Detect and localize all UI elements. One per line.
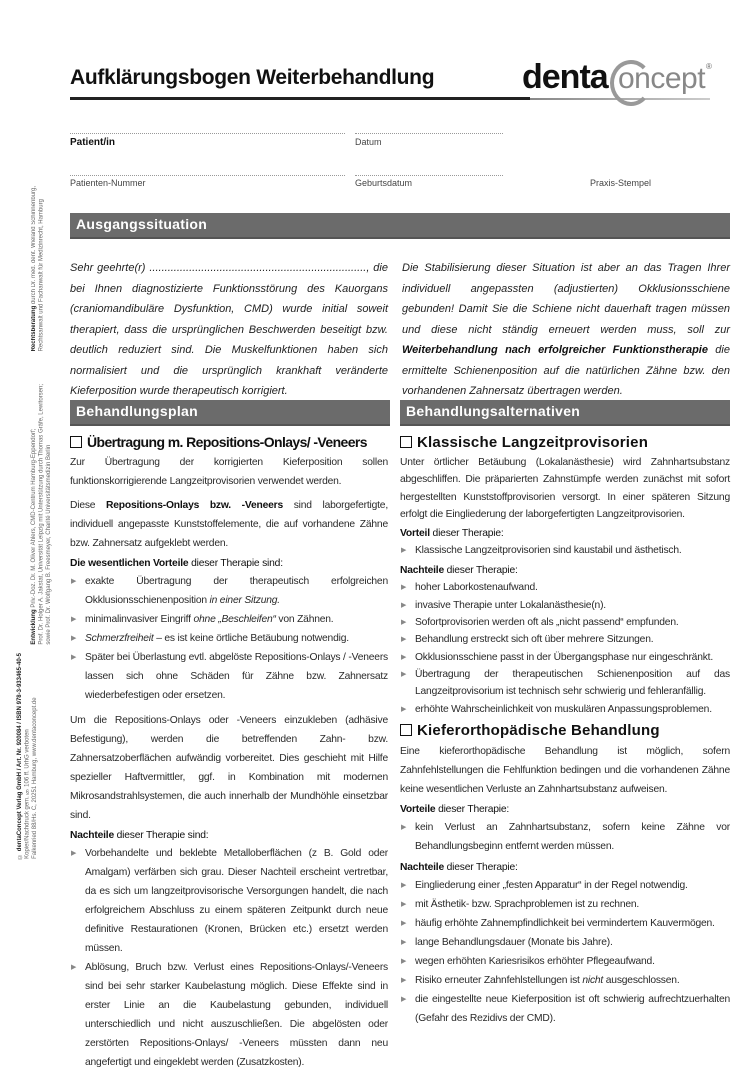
text-segment: Die Stabilisierung dieser Situation ist aber an das Tragen Ihrer individuell angepassten (adjustierten) Okklusionsschiene gebunden! Damit Sie die Schiene nicht dauerhaft tragen müssen und diese nicht ständig erneuert werden muss, soll zur: [402, 262, 730, 336]
list-item: [70, 572, 388, 610]
plan-disadvantages-label: [70, 830, 388, 841]
text-segment: Priv.-Doz. Dr. M. Oliver Ahlers, CMD-Centrum Hamburg-Eppendorf;: [31, 428, 37, 610]
text-segment: die eingestellte neue Kieferposition ist oft schwierig aufrechtzuerhalten (Gefahr des Rezidivs der CMD).: [415, 994, 730, 1024]
text-segment: Falkenried 88/Hs. C, 20251 Hamburg, www.dentaconcept.de: [32, 697, 38, 859]
sidebar-line: [25, 653, 33, 859]
section-header-plan: Behandlungsplan: [70, 400, 390, 426]
sidebar-line: [32, 653, 40, 859]
text-segment: dieser Therapie:: [443, 565, 518, 577]
text-segment: dieser Therapie:: [443, 862, 518, 873]
list-item: [400, 876, 730, 895]
dentaconcept-logo: [522, 56, 722, 102]
text-segment: exakte Übertragung der therapeutisch erfolgreichen Okklusionsschienenposition: [85, 576, 388, 606]
ortho-intro: [400, 742, 730, 799]
text-segment: Rechtsberatung: [31, 305, 37, 352]
plan-intro: [70, 453, 388, 491]
text-segment: Ablösung, Bruch bzw. Verlust eines Repositions-Onlays/-Veneers sind bei sehr starker Kaubelastung möglich. Diese Effekte sind in erster Linie an die Kaubelastung gebunden, individuell unterschiedlich und nicht auszuschließen. Die abgelösten oder zerstörten Repositions-Onlays/ -Veneers müssten dann neu angefertigt und eingeklebt werden (Zusatzkosten).: [85, 962, 388, 1068]
text-segment: Klassische Langzeitprovisorien sind kaustabil und ästhetisch.: [415, 545, 682, 557]
list-item: [400, 990, 730, 1028]
datum-field[interactable]: [355, 133, 503, 134]
text-segment: Rechtsanwalt und Fachanwalt für Medizinrecht, Hamburg: [38, 199, 45, 352]
list-item: [400, 818, 730, 856]
list-item: [400, 701, 730, 718]
ortho-advantages-label: [400, 804, 730, 815]
birthdate-field[interactable]: [355, 175, 503, 176]
text-segment: Vorteile: [400, 804, 436, 815]
page-title: Aufklärungsbogen Weiterbehandlung: [70, 66, 435, 89]
text-segment: Übertragung der therapeutischen Schienenposition auf das Langzeitprovisorium ist technisch sehr schwierig und fehleranfällig.: [415, 668, 730, 698]
sidebar-line: [31, 186, 39, 351]
sidebar-line: [39, 384, 47, 645]
text-segment: Sofortprovisorien werden oft als „nicht passend“ empfunden.: [415, 617, 679, 629]
section-header-situation: Ausgangssituation: [70, 213, 730, 239]
text-segment: ausgeschlossen.: [603, 975, 680, 986]
text-segment: in einer Sitzung.: [209, 595, 280, 606]
text-segment: dieser Therapie:: [435, 804, 510, 815]
ortho-column: [400, 722, 730, 1034]
patient-label: Patient/in: [70, 137, 116, 148]
text-segment: Entwicklung: [31, 609, 37, 645]
text-segment: hoher Laborkostenaufwand.: [415, 582, 538, 594]
classic-intro: [400, 454, 730, 523]
ortho-heading-text: Kieferorthopädische Behandlung: [417, 722, 660, 739]
text-segment: Vorteil: [400, 528, 430, 540]
list-item: [400, 971, 730, 990]
list-item: [400, 649, 730, 666]
classic-advantages-list: [400, 542, 730, 559]
text-segment: häufig erhöhte Zahnempfindlichkeit bei vermindertem Kauvermögen.: [415, 918, 715, 929]
list-item: [400, 914, 730, 933]
sidebar-line: [39, 186, 47, 351]
text-segment: Schmerzfreiheit: [85, 633, 154, 644]
plan-procedure: [70, 711, 388, 825]
list-item: [400, 597, 730, 614]
plan-column: [70, 434, 388, 1078]
text-segment: invasive Therapie unter Lokalanästhesie(n).: [415, 599, 606, 611]
text-segment: Risiko erneuter Zahnfehlstellungen ist: [415, 975, 583, 986]
text-segment: lange Behandlungsdauer (Monate bis Jahre).: [415, 937, 613, 948]
text-segment: Nachteile: [400, 862, 444, 873]
text-segment: sind laborgefertigte, individuell angepasste Kunststoffelemente, die auf vorhandene Zähne bzw. Zahnersatz aufgeklebt werden.: [70, 500, 388, 549]
text-segment: Später bei Überlastung evtl. abgelöste Repositions-Onlays / -Veneers lassen sich ohne Schäden für Zähne bzw. Zahnersatz wiederbefestigen oder ersetzen.: [85, 652, 388, 701]
list-item: [70, 629, 388, 648]
text-segment: ©: [17, 851, 23, 859]
text-segment: ohne „Beschleifen“: [193, 614, 276, 625]
text-segment: erhöhte Wahrscheinlichkeit von muskulären Anpassungsproblemen.: [415, 703, 712, 715]
classic-heading-text: Klassische Langzeitprovisorien: [417, 434, 649, 451]
sidebar-development: [31, 384, 54, 645]
classic-advantages-label: [400, 528, 730, 539]
practice-stamp-label: Praxis-Stempel: [590, 178, 652, 188]
patient-number-label: Patienten-Nummer: [70, 178, 146, 188]
classic-heading: [400, 434, 730, 451]
text-segment: Behandlung erstreckt sich oft über mehrere Sitzungen.: [415, 634, 654, 646]
checkbox[interactable]: [400, 724, 412, 736]
plan-heading-text: Übertragung m. Repositions-Onlays/ -Veneers: [87, 434, 367, 450]
plan-description: [70, 496, 388, 553]
classic-disadvantages-list: [400, 579, 730, 717]
text-segment: Nachteile: [70, 830, 114, 841]
logo-denta: denta: [522, 58, 608, 96]
text-segment: Die wesentlichen Vorteile: [70, 558, 189, 569]
text-segment: Zur Übertragung der korrigierten Kieferposition sollen funktionskorrigierende Langzeitprovisorien verwendet werden.: [70, 457, 388, 487]
section-header-alternatives: Behandlungsalternativen: [400, 400, 730, 426]
birthdate-label: Geburtsdatum: [355, 178, 413, 188]
list-item: [400, 952, 730, 971]
text-segment: Sehr geehrte(r) ......................................................................., die bei Ihnen diagnostizierte Funktionsstörung des Kauorgans (craniomandibuläre Dysfunktion, CMD) wurde initial soweit therapiert, dass die ursprünglichen Beschwerden beseitigt bzw. deutlich reduziert sind. Die Muskelfunktionen haben sich normalisiert und die ursprünglich krankhaft veränderte Kieferposition wurde therapeutisch korrigiert.: [70, 262, 388, 397]
plan-disadvantages-list: [70, 844, 388, 1072]
text-segment: Vorbehandelte und beklebte Metalloberflächen (z B. Gold oder Amalgam) verfärben sich grau. Dieser Nachteil erscheint vertretbar, da es sich um langzeitprovisorische Versorgungen handelt, die nach erfolgreichem Abschluss zu einem späteren Zeitpunkt durch neue definitive Restaurationen (Kronen, Brücken etc.) ersetzt werden müssen.: [85, 848, 388, 954]
classic-disadvantages-label: [400, 565, 730, 576]
text-segment: Um die Repositions-Onlays oder -Veneers einzukleben (adhäsive Befestigung), werden die betreffenden Zahn- bzw. Zahnersatzoberflächen aufwändig vorbereitet. Dies geschieht mit Hilfe spezieller Haftvermittler, ggf. in Kombination mit modernen Mikrosandstrahlsystemen, die auch innerhalb der Mundhöhle einsetzbar sind.: [70, 715, 388, 821]
list-item: [400, 631, 730, 648]
patient-field[interactable]: [70, 133, 345, 134]
list-item: [400, 542, 730, 559]
text-segment: die ermittelte Schienenposition auf die natürlichen Zähne bzw. den vorhandenen Zahnersatz übertragen werden.: [402, 344, 730, 397]
text-segment: dieser Therapie sind:: [113, 830, 209, 841]
text-segment: mit Ästhetik- bzw. Sprachproblemen ist zu rechnen.: [415, 899, 640, 910]
text-segment: dieser Therapie:: [429, 528, 504, 540]
logo-registered: ®: [706, 62, 712, 71]
text-segment: Unter örtlicher Betäubung (Lokalanästhesie) wird Zahnhartsubstanz abgeschliffen. Die präparierten Zahnstümpfe werden zunächst mit sofort hergestellten Kunststoffprovisorien versorgt. In einer späteren Sitzung erfolgt die Eingliederung der laborgefertigten Langzeitprovisorien.: [400, 457, 730, 520]
list-item: [400, 895, 730, 914]
list-item: [400, 579, 730, 596]
list-item: [400, 614, 730, 631]
ortho-heading: [400, 722, 730, 739]
text-segment: kein Verlust an Zahnhartsubstanz, sofern keine Zähne vor Behandlungsbeginn entfernt werden müssen.: [415, 822, 730, 852]
list-item: [70, 844, 388, 958]
list-item: [70, 958, 388, 1072]
text-segment: nicht: [582, 975, 604, 986]
situation-right-text: [402, 258, 730, 402]
text-segment: minimalinvasiver Eingriff: [85, 614, 194, 625]
ortho-disadvantages-list: [400, 876, 730, 1028]
text-segment: sowie Prof. Dr. Wolfgang B. Freesmeyer, Charité Universitätsmedizin Berlin: [46, 444, 52, 645]
list-item: [70, 648, 388, 705]
ortho-advantages-list: [400, 818, 730, 856]
classic-column: [400, 434, 730, 724]
text-segment: Prof. Dr. Holger A. Jakstat, Universität Leipzig mit Unterstützung durch Thomas Gräfe, Lewitorsen;: [38, 384, 45, 645]
patient-number-field[interactable]: [70, 175, 345, 176]
list-item: [400, 666, 730, 701]
checkbox[interactable]: [70, 436, 82, 448]
sidebar-copyright: [17, 653, 40, 859]
text-segment: von Zähnen.: [275, 614, 334, 625]
text-segment: Repositions-Onlays bzw. -Veneers: [106, 500, 283, 511]
list-item: [400, 933, 730, 952]
text-segment: Eine kieferorthopädische Behandlung ist möglich, sofern Zahnfehlstellungen die Fehlfunktion bedingen und die vorhandenen Zähne keine wesentlichen Verluste an Zahnhartsubstanz aufweisen.: [400, 746, 730, 795]
text-segment: Weiterbehandlung nach erfolgreicher Funktionstherapie: [402, 344, 708, 356]
plan-advantages-list: [70, 572, 388, 705]
text-segment: durch Dr. med. dent. Wieland Schinnenburg,: [31, 186, 37, 306]
text-segment: Kopier/Nachdruck gem. § 106 ff. UrhG verboten: [24, 729, 31, 859]
title-underline: [70, 97, 530, 100]
sidebar-line: [17, 653, 25, 859]
datum-label: Datum: [355, 137, 382, 147]
logo-concept: oncept: [618, 62, 706, 95]
text-segment: Eingliederung einer „festen Apparatur“ in der Regel notwendig.: [415, 880, 688, 891]
text-segment: wegen erhöhten Kariesrisikos erhöhter Pflegeaufwand.: [415, 956, 655, 967]
text-segment: dentaConcept Verlag GmbH / Art. Nr. 920084 / ISBN 978-3-933465-40-5: [17, 653, 23, 852]
list-item: [70, 610, 388, 629]
sidebar-line: [31, 384, 39, 645]
sidebar-legal: [31, 186, 46, 351]
sidebar-line: [46, 384, 54, 645]
plan-advantages-label: [70, 558, 388, 569]
checkbox[interactable]: [400, 436, 412, 448]
text-segment: Diese: [70, 500, 107, 511]
ortho-disadvantages-label: [400, 862, 730, 873]
situation-left-text: [70, 258, 388, 402]
text-segment: Okklusionsschiene passt in der Übergangsphase nur eingeschränkt.: [415, 651, 714, 663]
text-segment: dieser Therapie sind:: [188, 558, 283, 569]
text-segment: Nachteile: [400, 565, 444, 577]
plan-heading: [70, 434, 388, 450]
text-segment: – es ist keine örtliche Betäubung notwendig.: [153, 633, 349, 644]
